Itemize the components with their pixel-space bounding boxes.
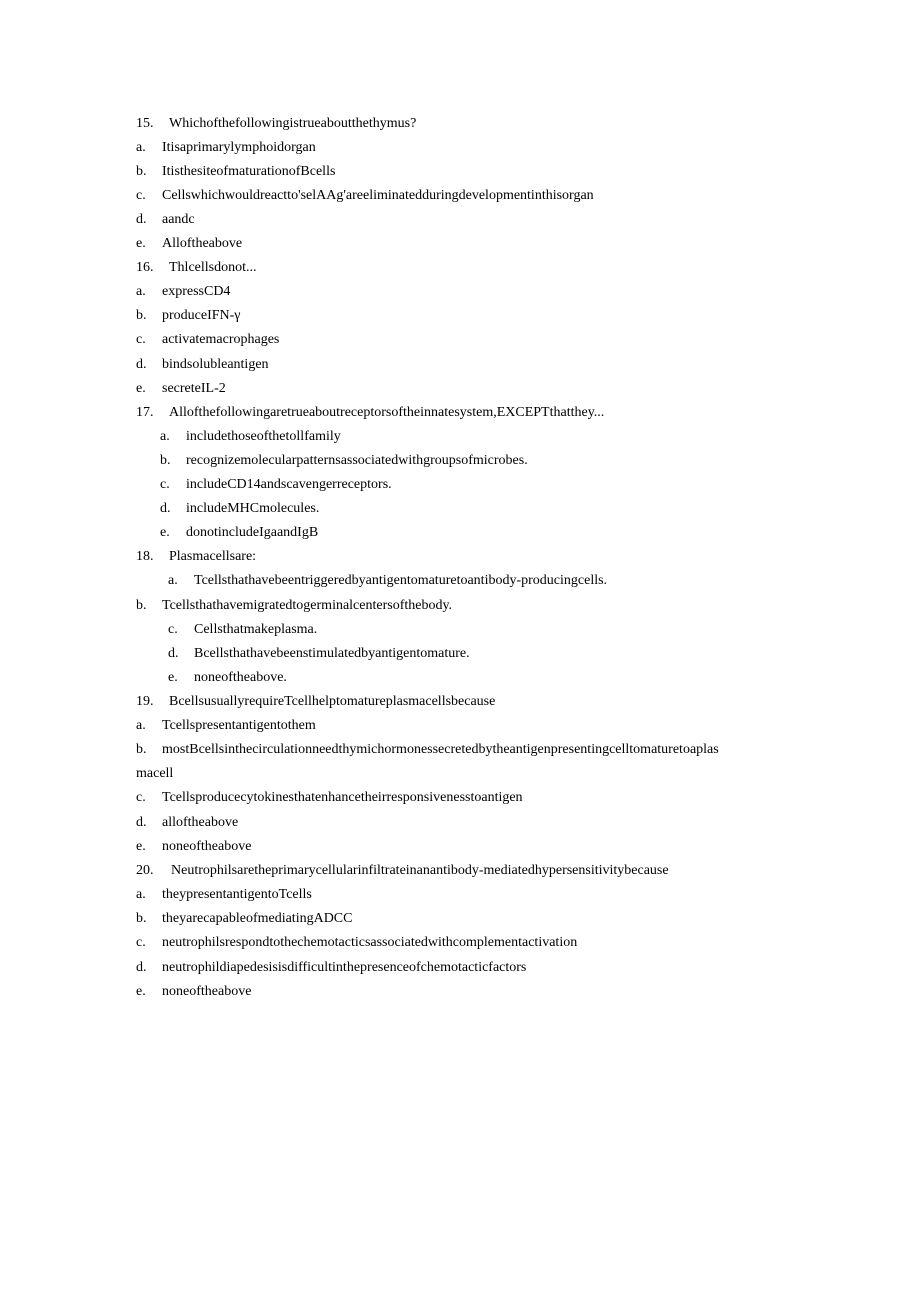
option-letter: a. bbox=[136, 718, 146, 733]
option-20-a bbox=[136, 887, 312, 903]
option-15-a bbox=[136, 140, 316, 156]
question-number: 18. bbox=[136, 549, 154, 564]
option-text: Tcellspresentantigentothem bbox=[162, 718, 316, 733]
option-letter: e. bbox=[160, 525, 170, 540]
option-text: Itisaprimarylymphoidorgan bbox=[162, 140, 316, 155]
question-18 bbox=[136, 549, 256, 565]
question-text: Neutrophilsaretheprimarycellularinfiltrateinanantibody-mediatedhypersensitivitybecause bbox=[171, 863, 669, 878]
option-18-c bbox=[168, 622, 317, 638]
option-15-b bbox=[136, 164, 335, 180]
option-text: neutrophilsrespondtothechemotacticsassociatedwithcomplementactivation bbox=[162, 935, 578, 950]
option-17-e bbox=[160, 525, 318, 541]
option-18-e bbox=[168, 670, 287, 686]
option-letter: a. bbox=[136, 887, 146, 902]
option-letter: d. bbox=[136, 960, 147, 975]
option-letter: c. bbox=[136, 332, 146, 347]
question-text: Plasmacellsare: bbox=[169, 549, 257, 564]
option-letter: d. bbox=[160, 501, 171, 516]
option-15-e bbox=[136, 236, 242, 252]
option-text-continuation: macell bbox=[136, 766, 174, 781]
option-text: aandc bbox=[162, 212, 195, 227]
option-19-b-continuation bbox=[136, 766, 173, 782]
option-letter: e. bbox=[136, 381, 146, 396]
option-20-d bbox=[136, 960, 526, 976]
question-19 bbox=[136, 694, 495, 710]
option-text: Tcellsthathavemigratedtogerminalcentersofthebody. bbox=[162, 598, 453, 613]
option-letter: c. bbox=[160, 477, 170, 492]
option-text: Bcellsthathavebeenstimulatedbyantigentomature. bbox=[194, 646, 470, 661]
option-18-b bbox=[136, 598, 452, 614]
option-letter: d. bbox=[136, 357, 147, 372]
option-letter: c. bbox=[136, 188, 146, 203]
option-letter: e. bbox=[136, 236, 146, 251]
question-17 bbox=[136, 405, 604, 421]
question-number: 19. bbox=[136, 694, 154, 709]
option-text: includeMHCmolecules. bbox=[186, 501, 320, 516]
option-text: recognizemolecularpatternsassociatedwithgroupsofmicrobes. bbox=[186, 453, 528, 468]
option-16-e bbox=[136, 381, 226, 397]
option-text: Tcellsproducecytokinesthatenhancetheirresponsivenesstoantigen bbox=[162, 790, 523, 805]
question-number: 16. bbox=[136, 260, 154, 275]
option-19-e bbox=[136, 839, 251, 855]
question-text: Allofthefollowingaretrueaboutreceptorsoftheinnatesystem,EXCEPTthatthey... bbox=[169, 405, 605, 420]
option-letter: d. bbox=[168, 646, 179, 661]
option-letter: e. bbox=[136, 984, 146, 999]
option-15-d bbox=[136, 212, 195, 228]
option-16-c bbox=[136, 332, 279, 348]
option-17-d bbox=[160, 501, 319, 517]
option-text: ItisthesiteofmaturationofBcells bbox=[162, 164, 336, 179]
option-text: produceIFN-γ bbox=[162, 308, 241, 323]
option-text: alloftheabove bbox=[162, 815, 239, 830]
option-letter: e. bbox=[136, 839, 146, 854]
option-letter: a. bbox=[168, 573, 178, 588]
option-text: mostBcellsinthecirculationneedthymichormonessecretedbytheantigenpresentingcelltomaturetoaplas bbox=[162, 742, 719, 757]
option-text: noneoftheabove. bbox=[194, 670, 287, 685]
option-text: theyarecapableofmediatingADCC bbox=[162, 911, 353, 926]
option-letter: d. bbox=[136, 212, 147, 227]
question-number: 20. bbox=[136, 863, 154, 878]
option-19-c bbox=[136, 790, 523, 806]
option-20-e bbox=[136, 984, 251, 1000]
option-17-c bbox=[160, 477, 392, 493]
option-letter: a. bbox=[160, 429, 170, 444]
option-letter: b. bbox=[136, 598, 147, 613]
question-number: 15. bbox=[136, 116, 154, 131]
option-17-b bbox=[160, 453, 528, 469]
option-text: includeCD14andscavengerreceptors. bbox=[186, 477, 392, 492]
option-letter: a. bbox=[136, 284, 146, 299]
option-19-b bbox=[136, 742, 719, 758]
question-number: 17. bbox=[136, 405, 154, 420]
option-letter: b. bbox=[136, 911, 147, 926]
question-20 bbox=[136, 863, 669, 879]
question-text: BcellsusuallyrequireTcellhelptomatureplasmacellsbecause bbox=[169, 694, 496, 709]
option-letter: d. bbox=[136, 815, 147, 830]
option-19-d bbox=[136, 815, 238, 831]
question-text: Whichofthefollowingistrueaboutthethymus? bbox=[169, 116, 417, 131]
option-text: includethoseofthetollfamily bbox=[186, 429, 341, 444]
option-text: neutrophildiapedesisisdifficultinthepresenceofchemotacticfactors bbox=[162, 960, 527, 975]
option-16-b bbox=[136, 308, 241, 324]
option-text: theypresentantigentoTcells bbox=[162, 887, 312, 902]
option-text: Tcellsthathavebeentriggeredbyantigentomaturetoantibody-producingcells. bbox=[194, 573, 608, 588]
option-text: noneoftheabove bbox=[162, 839, 252, 854]
option-letter: b. bbox=[136, 308, 147, 323]
option-text: bindsolubleantigen bbox=[162, 357, 269, 372]
option-letter: c. bbox=[136, 790, 146, 805]
option-18-a bbox=[168, 573, 607, 589]
option-19-a bbox=[136, 718, 316, 734]
option-20-c bbox=[136, 935, 577, 951]
option-letter: b. bbox=[136, 742, 147, 757]
question-16 bbox=[136, 260, 257, 276]
option-letter: b. bbox=[160, 453, 171, 468]
question-15 bbox=[136, 116, 416, 132]
option-letter: a. bbox=[136, 140, 146, 155]
option-text: donotincludeIgaandIgB bbox=[186, 525, 319, 540]
option-20-b bbox=[136, 911, 352, 927]
option-text: Cellsthatmakeplasma. bbox=[194, 622, 318, 637]
option-text: expressCD4 bbox=[162, 284, 231, 299]
option-text: activatemacrophages bbox=[162, 332, 280, 347]
option-18-d bbox=[168, 646, 470, 662]
option-text: Alloftheabove bbox=[162, 236, 243, 251]
option-text: noneoftheabove bbox=[162, 984, 252, 999]
option-15-c bbox=[136, 188, 594, 204]
option-16-a bbox=[136, 284, 230, 300]
option-letter: c. bbox=[168, 622, 178, 637]
option-16-d bbox=[136, 357, 269, 373]
option-17-a bbox=[160, 429, 341, 445]
option-text: Cellswhichwouldreactto'selAAg'areeliminatedduringdevelopmentinthisorgan bbox=[162, 188, 594, 203]
question-text: Thlcellsdonot... bbox=[169, 260, 257, 275]
option-text: secreteIL-2 bbox=[162, 381, 226, 396]
option-letter: b. bbox=[136, 164, 147, 179]
option-letter: e. bbox=[168, 670, 178, 685]
option-letter: c. bbox=[136, 935, 146, 950]
